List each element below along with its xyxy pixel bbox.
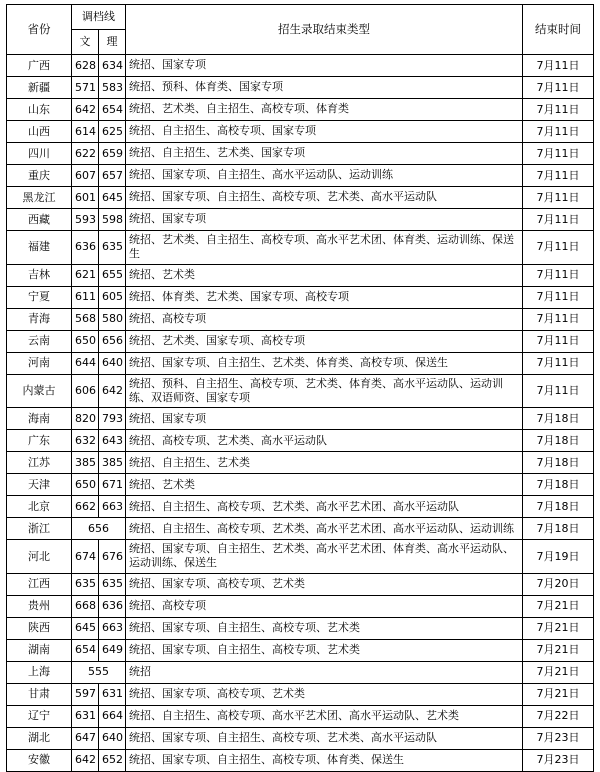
cell-admission-types: 统招、国家专项、自主招生、高校专项、艺术类、高水平运动队 <box>126 727 523 749</box>
cell-end-time: 7月22日 <box>523 705 594 727</box>
cell-admission-types: 统招、艺术类、自主招生、高校专项、体育类 <box>126 99 523 121</box>
cell-end-time: 7月23日 <box>523 727 594 749</box>
table-row <box>7 231 594 265</box>
table-row <box>7 209 594 231</box>
cell-end-time: 7月18日 <box>523 430 594 452</box>
cell-wen-score: 621 <box>72 264 99 286</box>
cell-wen-score: 668 <box>72 595 99 617</box>
cell-end-time: 7月11日 <box>523 308 594 330</box>
cell-admission-types: 统招、国家专项、高校专项、艺术类 <box>126 683 523 705</box>
cell-province: 天津 <box>7 474 72 496</box>
cell-admission-types: 统招、国家专项 <box>126 408 523 430</box>
table-row <box>7 330 594 352</box>
cell-end-time: 7月23日 <box>523 749 594 771</box>
cell-wen-score: 631 <box>72 705 99 727</box>
cell-end-time: 7月11日 <box>523 165 594 187</box>
cell-province: 云南 <box>7 330 72 352</box>
cell-li-score: 643 <box>99 430 126 452</box>
table-row <box>7 705 594 727</box>
table-row <box>7 374 594 408</box>
cell-end-time: 7月21日 <box>523 595 594 617</box>
cell-li-score: 605 <box>99 286 126 308</box>
cell-admission-types: 统招、预科、体育类、国家专项 <box>126 77 523 99</box>
header-li: 理 <box>99 30 126 55</box>
table-row <box>7 540 594 574</box>
cell-admission-types: 统招、自主招生、高校专项、高水平艺术团、高水平运动队、艺术类 <box>126 705 523 727</box>
cell-end-time: 7月11日 <box>523 264 594 286</box>
cell-wen-score: 385 <box>72 452 99 474</box>
cell-admission-types: 统招、艺术类 <box>126 474 523 496</box>
cell-wen-score: 647 <box>72 727 99 749</box>
cell-wen-score: 662 <box>72 496 99 518</box>
cell-end-time: 7月18日 <box>523 474 594 496</box>
cell-li-score: 634 <box>99 55 126 77</box>
cell-end-time: 7月11日 <box>523 143 594 165</box>
cell-admission-types: 统招、国家专项、自主招生、高校专项、艺术类 <box>126 617 523 639</box>
cell-end-time: 7月21日 <box>523 661 594 683</box>
cell-li-score: 598 <box>99 209 126 231</box>
cell-end-time: 7月11日 <box>523 99 594 121</box>
table-body <box>7 55 594 772</box>
cell-province: 福建 <box>7 231 72 265</box>
cell-li-score: 642 <box>99 374 126 408</box>
table-row <box>7 55 594 77</box>
cell-end-time: 7月21日 <box>523 617 594 639</box>
cell-admission-types: 统招、高校专项 <box>126 595 523 617</box>
table-row <box>7 639 594 661</box>
header-type: 招生录取结束类型 <box>126 5 523 55</box>
cell-li-score: 580 <box>99 308 126 330</box>
cell-end-time: 7月11日 <box>523 286 594 308</box>
cell-province: 上海 <box>7 661 72 683</box>
cell-li-score: 659 <box>99 143 126 165</box>
cell-admission-types: 统招、艺术类、国家专项、高校专项 <box>126 330 523 352</box>
cell-province: 新疆 <box>7 77 72 99</box>
cell-admission-types: 统招、预科、自主招生、高校专项、艺术类、体育类、高水平运动队、运动训练、双语师资、国家专项 <box>126 374 523 408</box>
cell-li-score: 645 <box>99 187 126 209</box>
cell-admission-types: 统招、自主招生、艺术类 <box>126 452 523 474</box>
cell-wen-score: 628 <box>72 55 99 77</box>
table-row <box>7 661 594 683</box>
cell-wen-score: 642 <box>72 749 99 771</box>
cell-wen-score: 674 <box>72 540 99 574</box>
cell-province: 贵州 <box>7 595 72 617</box>
cell-wen-score: 597 <box>72 683 99 705</box>
table-row <box>7 496 594 518</box>
cell-end-time: 7月18日 <box>523 518 594 540</box>
cell-end-time: 7月21日 <box>523 639 594 661</box>
table-row <box>7 99 594 121</box>
cell-province: 陕西 <box>7 617 72 639</box>
table-row <box>7 286 594 308</box>
cell-province: 吉林 <box>7 264 72 286</box>
cell-li-score: 664 <box>99 705 126 727</box>
cell-province: 北京 <box>7 496 72 518</box>
cell-li-score: 676 <box>99 540 126 574</box>
cell-admission-types: 统招、自主招生、高校专项、艺术类、高水平艺术团、高水平运动队 <box>126 496 523 518</box>
table-row <box>7 77 594 99</box>
table-row <box>7 352 594 374</box>
table-row <box>7 573 594 595</box>
cell-admission-types: 统招、体育类、艺术类、国家专项、高校专项 <box>126 286 523 308</box>
cell-province: 甘肃 <box>7 683 72 705</box>
cell-province: 重庆 <box>7 165 72 187</box>
table-row <box>7 749 594 771</box>
table-row <box>7 683 594 705</box>
cell-wen-score: 645 <box>72 617 99 639</box>
cell-admission-types: 统招 <box>126 661 523 683</box>
cell-wen-score: 606 <box>72 374 99 408</box>
cell-province: 河南 <box>7 352 72 374</box>
cell-li-score: 625 <box>99 121 126 143</box>
cell-wen-score: 632 <box>72 430 99 452</box>
cell-province: 青海 <box>7 308 72 330</box>
cell-li-score: 583 <box>99 77 126 99</box>
cell-li-score: 655 <box>99 264 126 286</box>
cell-province: 安徽 <box>7 749 72 771</box>
cell-end-time: 7月11日 <box>523 330 594 352</box>
cell-admission-types: 统招、国家专项、自主招生、高校专项、体育类、保送生 <box>126 749 523 771</box>
cell-province: 河北 <box>7 540 72 574</box>
cell-admission-types: 统招、艺术类、自主招生、高校专项、高水平艺术团、体育类、运动训练、保送生 <box>126 231 523 265</box>
cell-li-score: 635 <box>99 573 126 595</box>
cell-wen-score: 642 <box>72 99 99 121</box>
cell-admission-types: 统招、国家专项、高校专项、艺术类 <box>126 573 523 595</box>
cell-province: 宁夏 <box>7 286 72 308</box>
cell-admission-types: 统招、高校专项、艺术类、高水平运动队 <box>126 430 523 452</box>
cell-admission-types: 统招、自主招生、高校专项、国家专项 <box>126 121 523 143</box>
cell-wen-score: 820 <box>72 408 99 430</box>
cell-wen-score: 650 <box>72 474 99 496</box>
cell-wen-score: 635 <box>72 573 99 595</box>
cell-li-score: 640 <box>99 727 126 749</box>
cell-end-time: 7月20日 <box>523 573 594 595</box>
cell-wen-score: 571 <box>72 77 99 99</box>
cell-end-time: 7月21日 <box>523 683 594 705</box>
cell-province: 江苏 <box>7 452 72 474</box>
cell-admission-types: 统招、国家专项 <box>126 209 523 231</box>
cell-end-time: 7月11日 <box>523 374 594 408</box>
table-row <box>7 595 594 617</box>
cell-li-score: 652 <box>99 749 126 771</box>
cell-end-time: 7月19日 <box>523 540 594 574</box>
cell-li-score: 671 <box>99 474 126 496</box>
cell-score-merged: 555 <box>72 661 126 683</box>
table-row <box>7 264 594 286</box>
table-row <box>7 727 594 749</box>
cell-end-time: 7月11日 <box>523 121 594 143</box>
cell-li-score: 640 <box>99 352 126 374</box>
cell-wen-score: 614 <box>72 121 99 143</box>
table-row <box>7 518 594 540</box>
cell-end-time: 7月11日 <box>523 187 594 209</box>
cell-admission-types: 统招、艺术类 <box>126 264 523 286</box>
cell-province: 内蒙古 <box>7 374 72 408</box>
cell-admission-types: 统招、高校专项 <box>126 308 523 330</box>
cell-li-score: 649 <box>99 639 126 661</box>
header-row-1 <box>7 5 594 30</box>
table-row <box>7 617 594 639</box>
table-row <box>7 430 594 452</box>
cell-province: 山东 <box>7 99 72 121</box>
cell-province: 海南 <box>7 408 72 430</box>
table-row <box>7 308 594 330</box>
header-score-line: 调档线 <box>72 5 126 30</box>
cell-end-time: 7月11日 <box>523 77 594 99</box>
table-row <box>7 121 594 143</box>
cell-admission-types: 统招、自主招生、艺术类、国家专项 <box>126 143 523 165</box>
cell-li-score: 654 <box>99 99 126 121</box>
cell-admission-types: 统招、国家专项 <box>126 55 523 77</box>
cell-li-score: 656 <box>99 330 126 352</box>
header-end-time: 结束时间 <box>523 5 594 55</box>
cell-wen-score: 654 <box>72 639 99 661</box>
cell-wen-score: 607 <box>72 165 99 187</box>
cell-province: 四川 <box>7 143 72 165</box>
cell-li-score: 663 <box>99 496 126 518</box>
cell-wen-score: 601 <box>72 187 99 209</box>
table-header <box>7 5 594 55</box>
cell-score-merged: 656 <box>72 518 126 540</box>
table-row <box>7 143 594 165</box>
cell-province: 江西 <box>7 573 72 595</box>
cell-admission-types: 统招、国家专项、自主招生、高校专项、艺术类、高水平运动队 <box>126 187 523 209</box>
header-wen: 文 <box>72 30 99 55</box>
cell-li-score: 635 <box>99 231 126 265</box>
cell-province: 湖南 <box>7 639 72 661</box>
cell-end-time: 7月18日 <box>523 496 594 518</box>
cell-li-score: 636 <box>99 595 126 617</box>
cell-li-score: 663 <box>99 617 126 639</box>
cell-wen-score: 650 <box>72 330 99 352</box>
cell-admission-types: 统招、自主招生、高校专项、艺术类、高水平艺术团、高水平运动队、运动训练 <box>126 518 523 540</box>
cell-wen-score: 644 <box>72 352 99 374</box>
cell-end-time: 7月18日 <box>523 452 594 474</box>
cell-admission-types: 统招、国家专项、自主招生、高水平运动队、运动训练 <box>126 165 523 187</box>
cell-li-score: 793 <box>99 408 126 430</box>
cell-wen-score: 611 <box>72 286 99 308</box>
cell-province: 辽宁 <box>7 705 72 727</box>
cell-province: 浙江 <box>7 518 72 540</box>
cell-li-score: 657 <box>99 165 126 187</box>
cell-end-time: 7月11日 <box>523 209 594 231</box>
admission-table <box>6 4 594 772</box>
cell-li-score: 385 <box>99 452 126 474</box>
cell-wen-score: 636 <box>72 231 99 265</box>
cell-province: 山西 <box>7 121 72 143</box>
cell-wen-score: 622 <box>72 143 99 165</box>
cell-province: 广西 <box>7 55 72 77</box>
table-row <box>7 165 594 187</box>
header-province: 省份 <box>7 5 72 55</box>
cell-province: 湖北 <box>7 727 72 749</box>
cell-end-time: 7月11日 <box>523 352 594 374</box>
table-row <box>7 187 594 209</box>
cell-end-time: 7月18日 <box>523 408 594 430</box>
cell-province: 黑龙江 <box>7 187 72 209</box>
cell-wen-score: 593 <box>72 209 99 231</box>
cell-li-score: 631 <box>99 683 126 705</box>
table-row <box>7 474 594 496</box>
cell-admission-types: 统招、国家专项、自主招生、高校专项、艺术类 <box>126 639 523 661</box>
cell-wen-score: 568 <box>72 308 99 330</box>
cell-admission-types: 统招、国家专项、自主招生、艺术类、高水平艺术团、体育类、高水平运动队、运动训练、保送生 <box>126 540 523 574</box>
cell-end-time: 7月11日 <box>523 231 594 265</box>
cell-end-time: 7月11日 <box>523 55 594 77</box>
table-row <box>7 408 594 430</box>
table-row <box>7 452 594 474</box>
cell-province: 西藏 <box>7 209 72 231</box>
cell-admission-types: 统招、国家专项、自主招生、艺术类、体育类、高校专项、保送生 <box>126 352 523 374</box>
cell-province: 广东 <box>7 430 72 452</box>
